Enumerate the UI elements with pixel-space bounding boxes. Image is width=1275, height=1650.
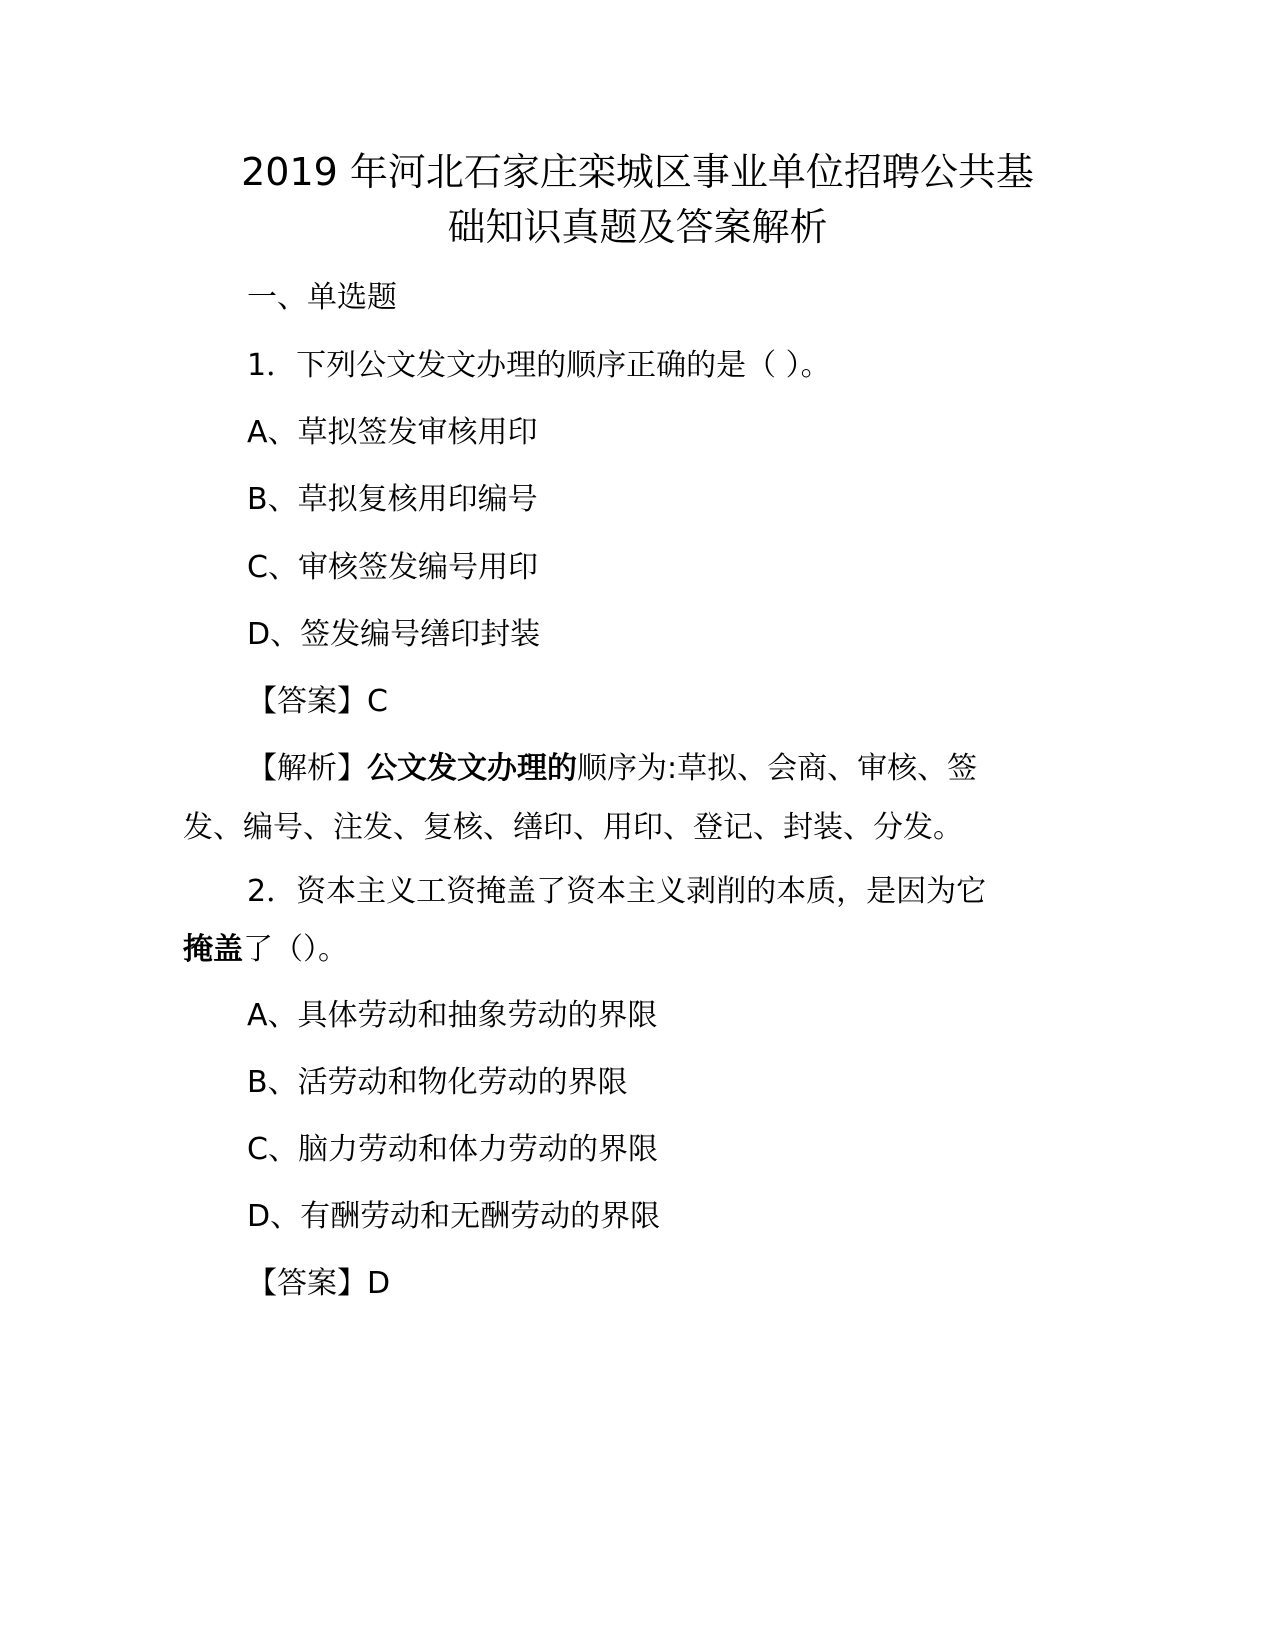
analysis-label: 【解析】 (247, 751, 367, 786)
question-1-analysis-line-1 (247, 749, 977, 789)
question-2-option-a: A、具体劳动和抽象劳动的界限 (247, 998, 658, 1033)
question-2-option-b: B、活劳动和物化劳动的界限 (247, 1065, 628, 1100)
document-title-line-1: 2019 年河北石家庄栾城区事业单位招聘公共基 (241, 150, 1034, 194)
question-2-answer: 【答案】D (247, 1266, 391, 1301)
analysis-text: 顺序为:草拟、会商、审核、签 (577, 751, 978, 786)
question-1-option-b: B、草拟复核用印编号 (247, 482, 538, 517)
document-title-line-2: 础知识真题及答案解析 (447, 205, 828, 249)
analysis-bold-text: 公文发文办理的 (367, 751, 577, 786)
stem-bold-text: 掩盖 (183, 932, 243, 967)
question-1-analysis-line-2: 发、编号、注发、复核、缮印、用印、登记、封装、分发。 (183, 810, 963, 845)
question-2-option-c: C、脑力劳动和体力劳动的界限 (247, 1132, 658, 1167)
question-1-option-a: A、草拟签发审核用印 (247, 415, 538, 450)
question-1-option-d: D、签发编号缮印封装 (247, 617, 541, 652)
question-1-answer: 【答案】C (247, 684, 388, 719)
question-2-stem-line-2 (183, 930, 348, 970)
question-1-option-c: C、审核签发编号用印 (247, 550, 538, 585)
question-1-stem: 1．下列公文发文办理的顺序正确的是（ ）。 (247, 348, 831, 383)
question-2-stem-line-1: 2．资本主义工资掩盖了资本主义剥削的本质，是因为它 (247, 874, 987, 909)
stem-text: 了（）。 (243, 932, 348, 967)
question-2-option-d: D、有酬劳动和无酬劳动的界限 (247, 1199, 661, 1234)
section-heading: 一、单选题 (247, 280, 397, 315)
